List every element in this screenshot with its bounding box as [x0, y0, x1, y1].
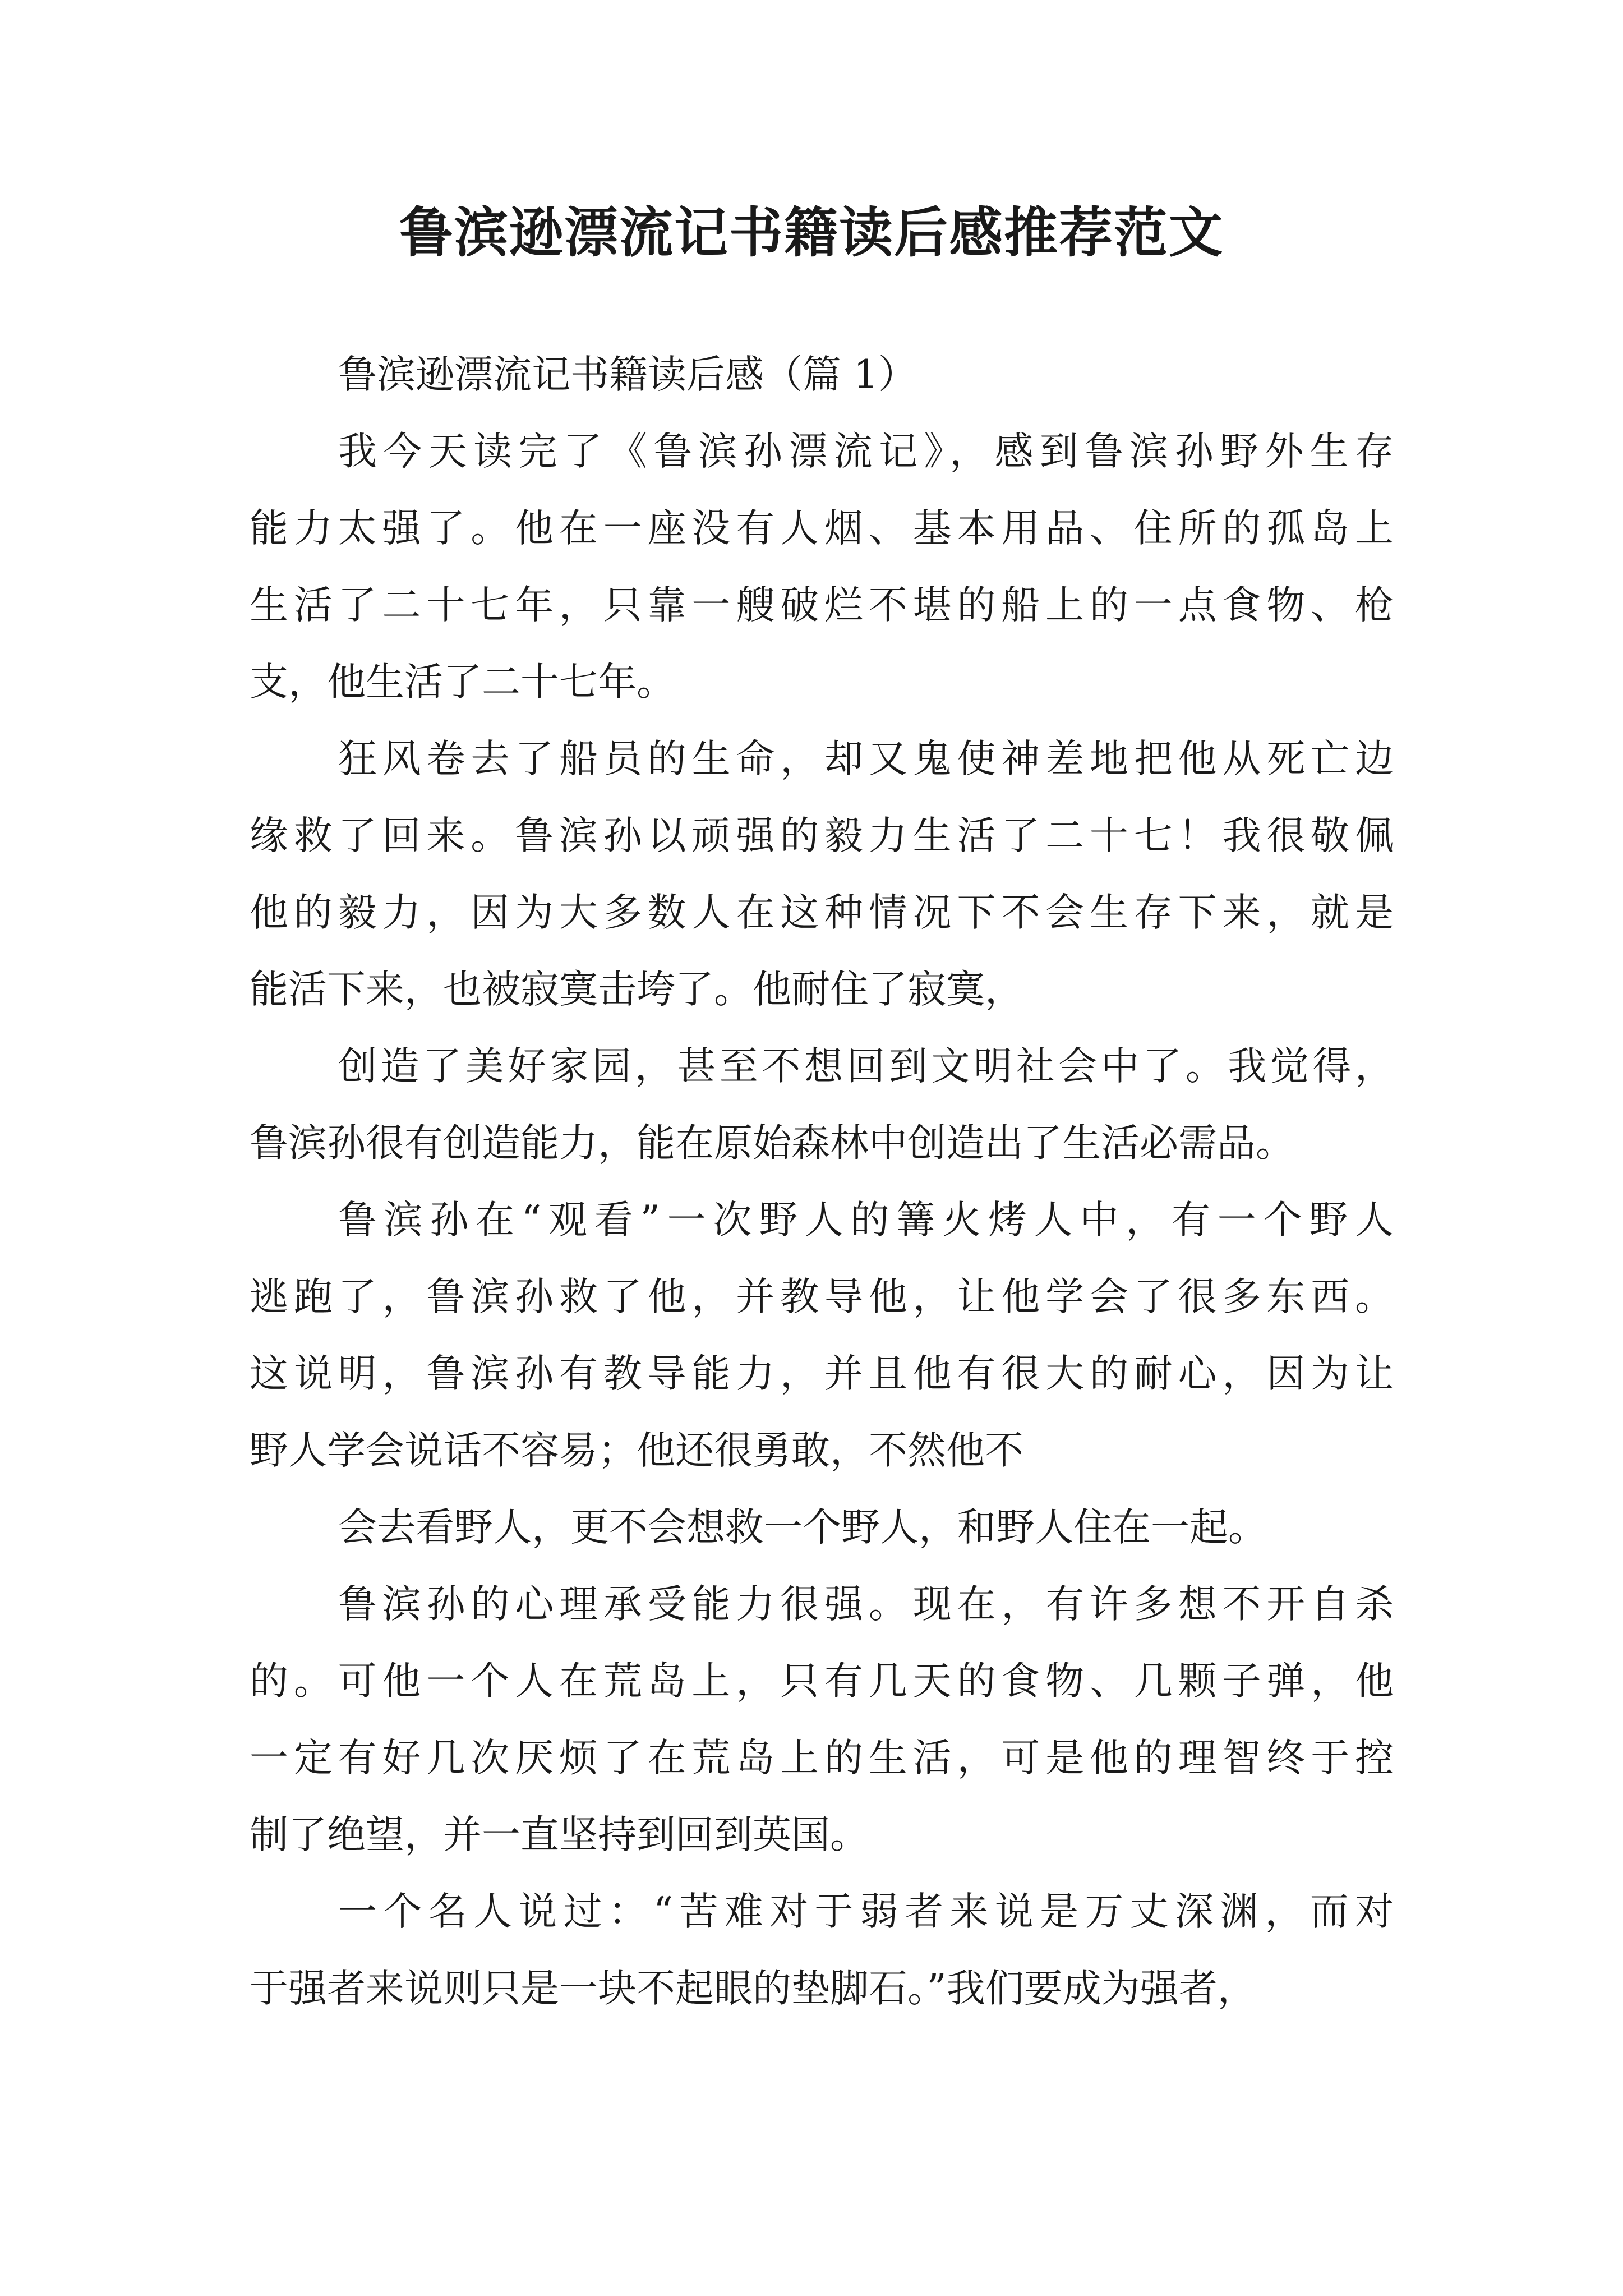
text-line: 我今天读完了《鲁滨孙漂流记》，感到鲁滨孙野外生存 — [338, 429, 1394, 474]
text-line: 这说明，鲁滨孙有教导能力，并且他有很大的耐心，因为让 — [250, 1351, 1394, 1396]
text-line: 逃跑了，鲁滨孙救了他，并教导他，让他学会了很多东西。 — [250, 1274, 1394, 1319]
document-title: 鲁滨逊漂流记书籍读后感推荐范文 — [399, 201, 1224, 264]
text-line: 能活下来，也被寂寞击垮了。他耐住了寂寞， — [250, 967, 1023, 1012]
text-line: 鲁滨孙在“观看”一次野人的篝火烤人中，有一个野人 — [338, 1198, 1394, 1243]
text-line: 他的毅力，因为大多数人在这种情况下不会生存下来，就是 — [250, 890, 1394, 935]
text-line: 鲁滨孙很有创造能力，能在原始森林中创造出了生活必需品。 — [250, 1121, 1294, 1166]
text-line: 制了绝望，并一直坚持到回到英国。 — [250, 1812, 869, 1857]
text-line: 一定有好几次厌烦了在荒岛上的生活，可是他的理智终于控 — [250, 1736, 1394, 1780]
text-line: 野人学会说话不容易；他还很勇敢，不然他不 — [250, 1428, 1023, 1473]
text-line: 的。可他一个人在荒岛上，只有几天的食物、几颗子弹，他 — [250, 1659, 1394, 1704]
document-body — [250, 337, 1394, 2027]
text-line: 缘救了回来。鲁滨孙以顽强的毅力生活了二十七！我很敬佩 — [250, 813, 1394, 858]
text-line: 狂风卷去了船员的生命，却又鬼使神差地把他从死亡边 — [338, 737, 1394, 781]
section-heading: 鲁滨逊漂流记书籍读后感（篇 1） — [338, 352, 917, 397]
text-line: 创造了美好家园，甚至不想回到文明社会中了。我觉得， — [338, 1044, 1394, 1089]
text-line: 一个名人说过：“苦难对于弱者来说是万丈深渊，而对 — [338, 1889, 1394, 1934]
text-line: 能力太强了。他在一座没有人烟、基本用品、住所的孤岛上 — [250, 506, 1394, 551]
text-line: 生活了二十七年，只靠一艘破烂不堪的船上的一点食物、枪 — [250, 583, 1394, 628]
text-line: 支，他生活了二十七年。 — [250, 660, 675, 705]
text-line: 于强者来说则只是一块不起眼的垫脚石。”我们要成为强者， — [250, 1966, 1256, 2011]
text-line: 会去看野人，更不会想救一个野人，和野人住在一起。 — [338, 1505, 1267, 1550]
text-line: 鲁滨孙的心理承受能力很强。现在，有许多想不开自杀 — [338, 1582, 1394, 1627]
